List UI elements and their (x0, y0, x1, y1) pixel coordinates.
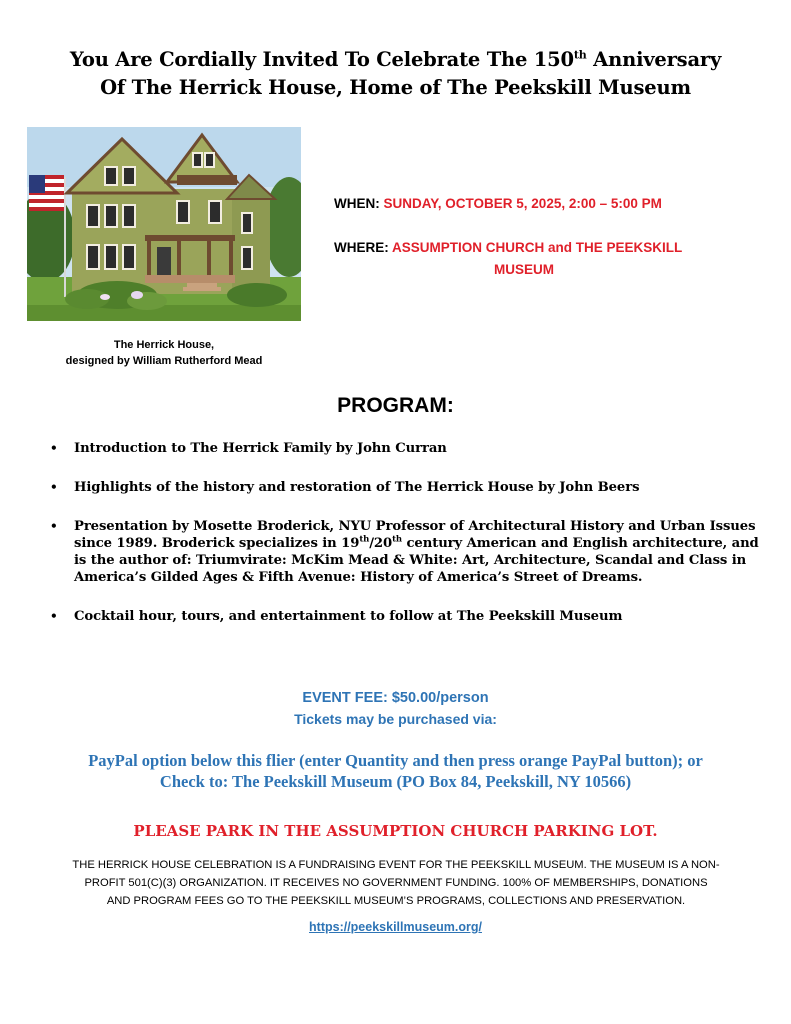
where-label: WHERE: (334, 240, 389, 255)
when-label: WHEN: (334, 196, 380, 211)
when-value: SUNDAY, OCTOBER 5, 2025, 2:00 – 5:00 PM (383, 196, 662, 211)
program-heading: PROGRAM: (337, 394, 454, 417)
payment-paypal-line: PayPal option below this flier (enter Quantity and then press orange PayPal button); or (88, 751, 703, 770)
disclaimer-line: THE HERRICK HOUSE CELEBRATION IS A FUNDRAISING EVENT FOR THE PEEKSKILL MUSEUM. THE MUSEUM IS A NON- (72, 859, 720, 871)
ordinal-suffix: th (359, 534, 370, 545)
event-where (334, 240, 774, 255)
fundraising-disclaimer (26, 856, 766, 910)
program-item (50, 518, 765, 586)
title-ordinal-suffix: th (573, 48, 587, 62)
payment-check-line: Check to: The Peekskill Museum (PO Box 84, Peekskill, NY 10566) (159, 772, 632, 791)
disclaimer-line: AND PROGRAM FEES GO TO THE PEEKSKILL MUSEUM’S PROGRAMS, COLLECTIONS AND PRESERVATION. (106, 895, 686, 907)
title-line1-end: Anniversary (586, 48, 722, 71)
program-item-text: Highlights of the history and restoration of The Herrick House by John Beers (74, 480, 640, 495)
bullet-icon: • (50, 480, 58, 494)
title-line1-text: You Are Cordially Invited To Celebrate The 150 (69, 48, 574, 71)
tickets-note: Tickets may be purchased via: (294, 711, 497, 727)
program-item-text: Introduction to The Herrick Family by John Curran (74, 441, 447, 456)
program-item-text-c: century American and English architecture, and is the author of: Triumvirate: McKim Mead & White: Art, Architecture, Scandal and Class in America’s Gilded Ages & Fifth Avenue: History of America’s Street of Dreams. (74, 536, 759, 585)
parking-notice: PLEASE PARK IN THE ASSUMPTION CHURCH PARKING LOT. (133, 822, 658, 840)
event-when (334, 196, 774, 211)
program-item (50, 608, 765, 625)
ordinal-suffix: th (392, 534, 402, 545)
photo-caption-line1: The Herrick House, (113, 339, 215, 351)
bullet-icon: • (50, 519, 58, 533)
invitation-title-line1 (0, 46, 791, 74)
program-item (50, 440, 765, 457)
invitation-title-line2: Of The Herrick House, Home of The Peekskill Museum (100, 76, 691, 99)
bullet-icon: • (50, 609, 58, 623)
program-item-text-a: Presentation by Mosette Broderick, NYU Professor of Architectural History and Urban Issues since 1989. Broderick specializes in 19 (74, 519, 756, 551)
bullet-icon: • (50, 441, 58, 455)
where-value-line2: MUSEUM (494, 262, 554, 277)
event-fee: EVENT FEE: $50.00/person (302, 690, 489, 706)
program-list (50, 440, 765, 641)
herrick-house-photo (27, 127, 301, 321)
program-item-text: Cocktail hour, tours, and entertainment to follow at The Peekskill Museum (74, 609, 623, 624)
disclaimer-line: PROFIT 501(C)(3) ORGANIZATION. IT RECEIVES NO GOVERNMENT FUNDING. 100% OF MEMBERSHIPS, DONATIONS (84, 877, 708, 889)
photo-caption-line2: designed by William Rutherford Mead (65, 355, 263, 367)
program-item-text-b: /20 (369, 536, 393, 551)
museum-website-link[interactable]: https://peekskillmuseum.org/ (309, 920, 482, 934)
program-item (50, 479, 765, 496)
where-value-line1: ASSUMPTION CHURCH and THE PEEKSKILL (392, 240, 683, 255)
